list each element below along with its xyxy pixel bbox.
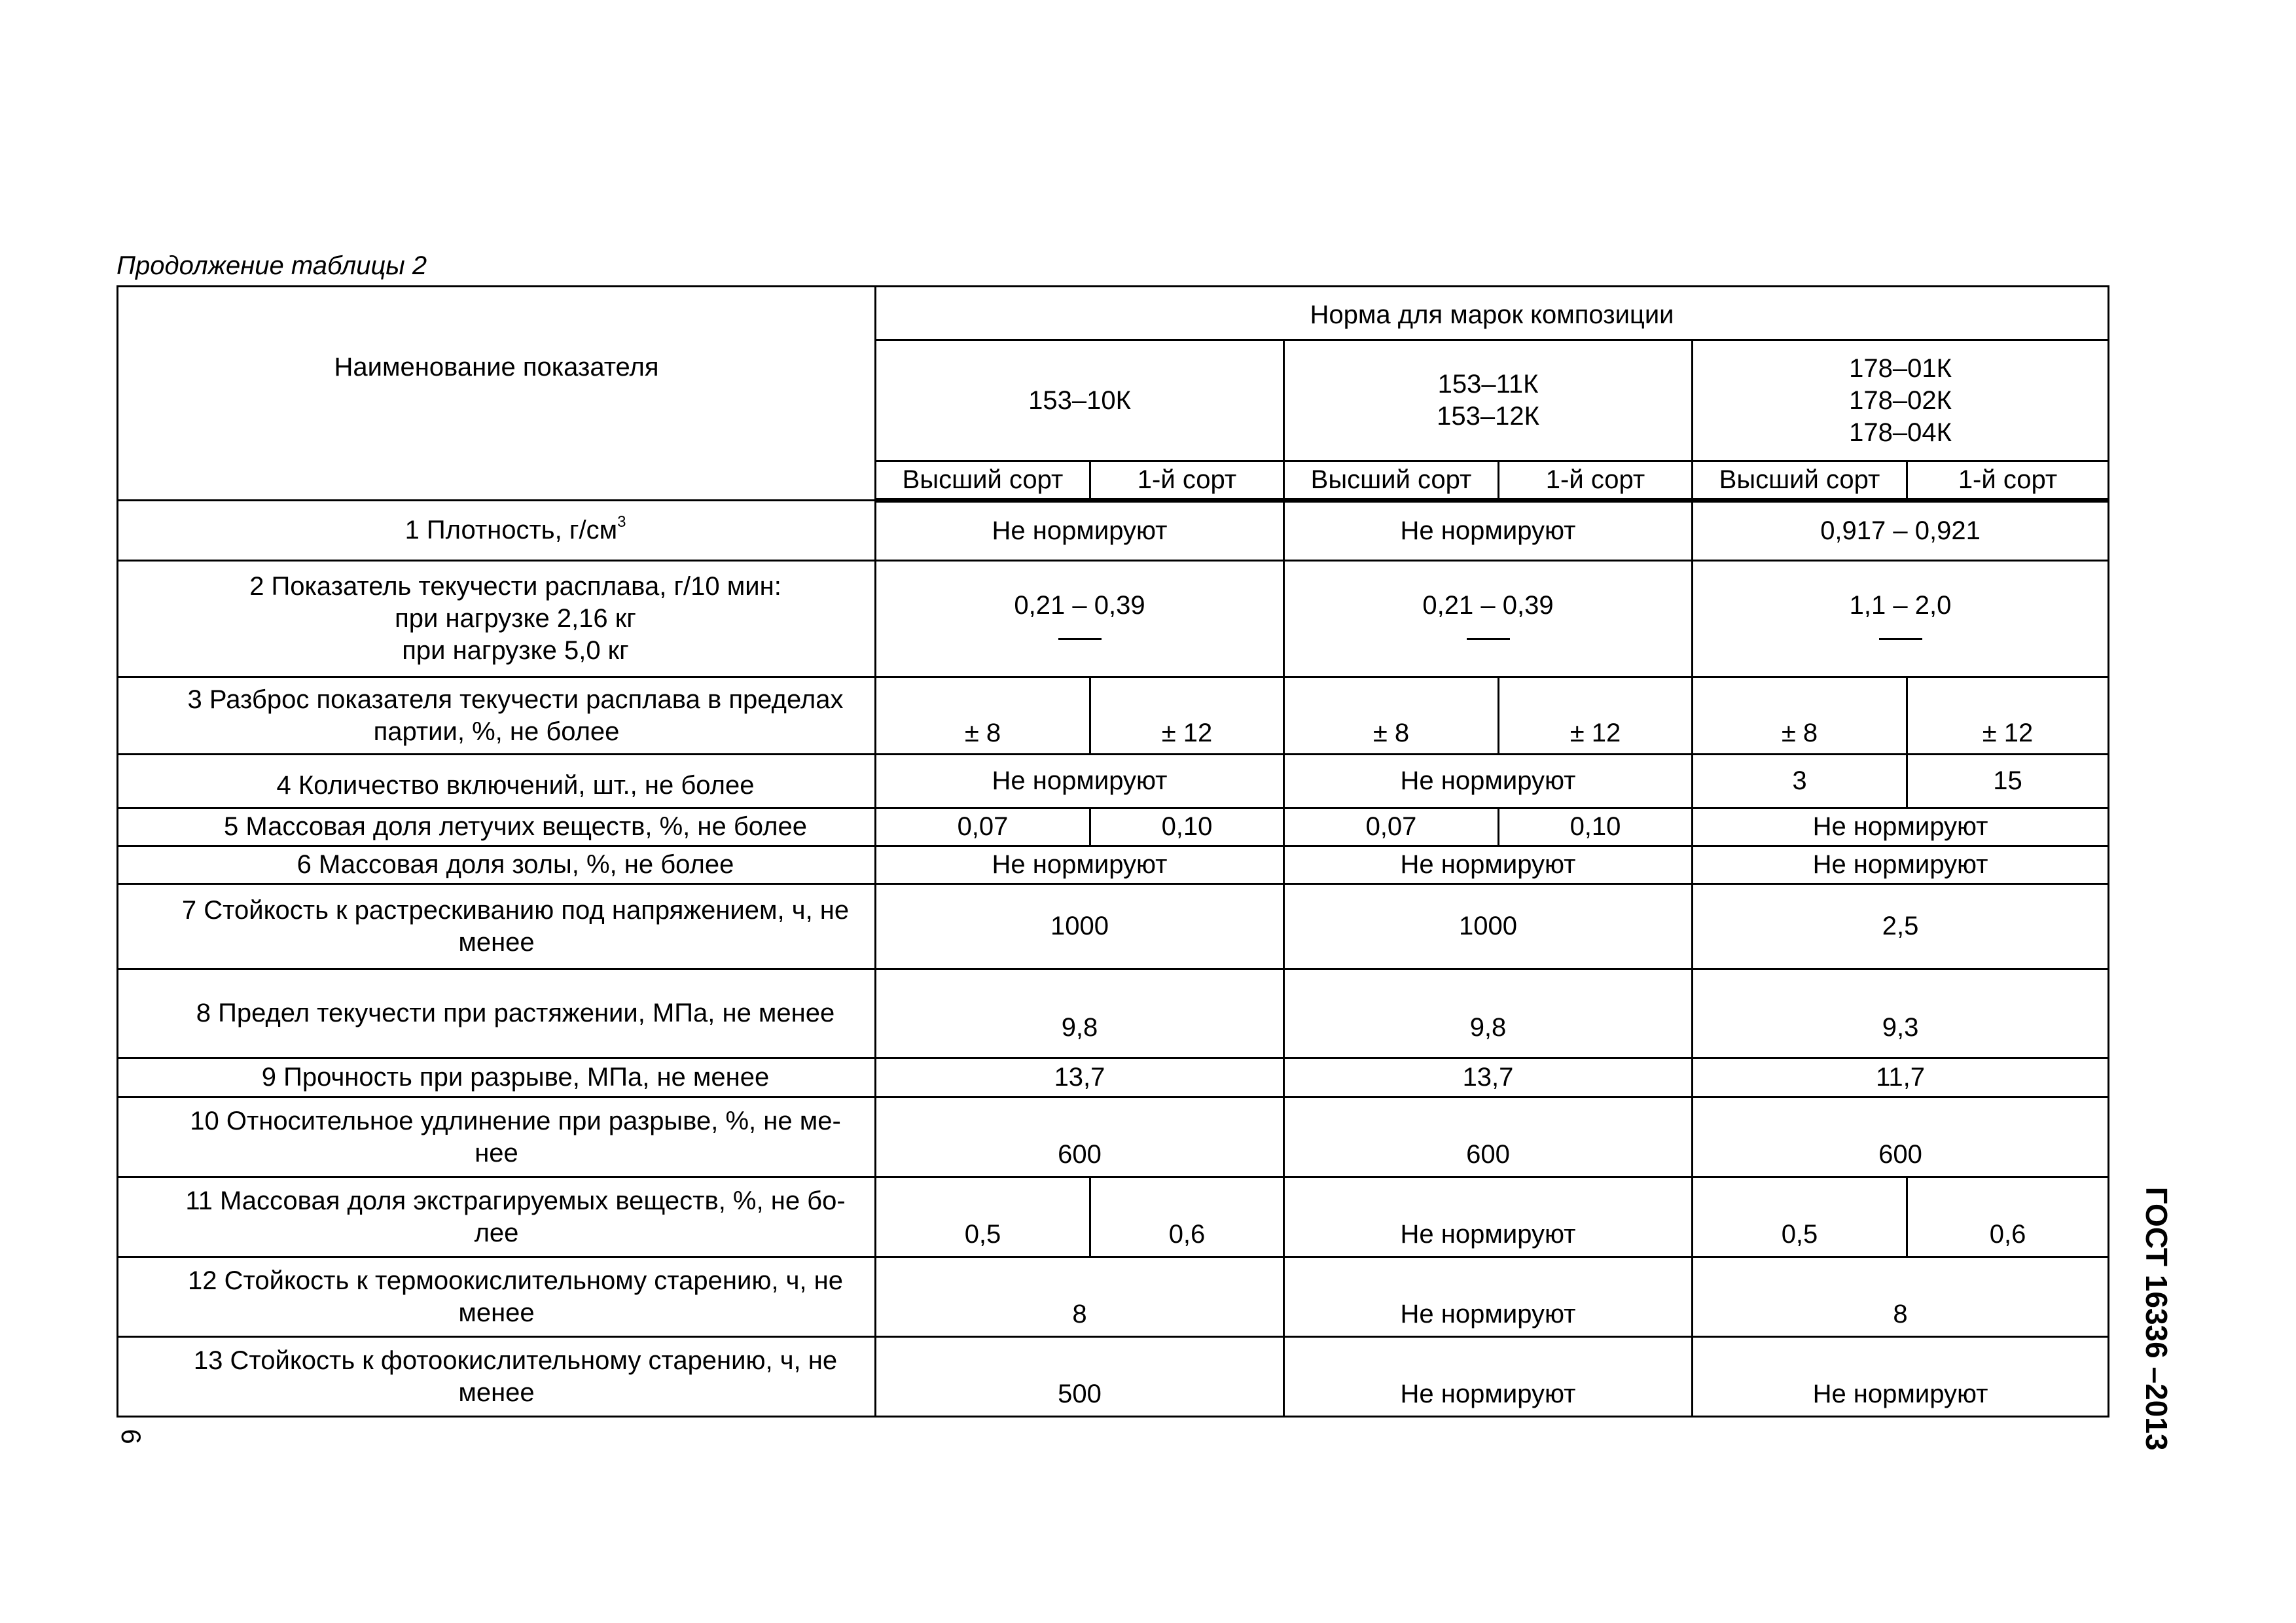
- row-name: [118, 1337, 876, 1417]
- row-9-label: 9 Прочность при разрыве, МПа, не менее: [261, 1063, 770, 1092]
- group-3-grade-c: 178–04К: [1849, 418, 1952, 447]
- table-row: [118, 1337, 2109, 1417]
- grade-high: Высший сорт: [1693, 461, 1907, 501]
- cell: 600: [1693, 1097, 2109, 1177]
- cell: ± 8: [1284, 677, 1499, 755]
- cell: Не нормируют: [1693, 1337, 2109, 1417]
- cell: Не нормируют: [1284, 1177, 1693, 1257]
- row-2-sub-a: при нагрузке 2,16 кг: [395, 604, 636, 633]
- cell-value: 0,21 – 0,39: [1014, 591, 1145, 620]
- group-2-grade-a: 153–11К: [1437, 370, 1539, 399]
- cell: 9,8: [1284, 969, 1693, 1058]
- cell: Не нормируют: [1284, 1337, 1693, 1417]
- header-group-3: [1693, 340, 2109, 461]
- cell: 2,5: [1693, 884, 2109, 969]
- dash: [1879, 638, 1922, 640]
- grade-first: 1-й сорт: [1090, 461, 1284, 501]
- cell: 0,917 – 0,921: [1693, 501, 2109, 561]
- cell: 0,10: [1499, 808, 1693, 846]
- row-12-label: 12 Стойкость к термоокислительному старению, ч, не: [188, 1266, 843, 1295]
- cell-value: 0,21 – 0,39: [1422, 591, 1554, 620]
- grade-first: 1-й сорт: [1499, 461, 1693, 501]
- row-name: [118, 1097, 876, 1177]
- row-name: [118, 846, 876, 884]
- row-2-sub-b: при нагрузке 5,0 кг: [402, 636, 629, 665]
- table-row: [118, 755, 2109, 808]
- table-row: [118, 969, 2109, 1058]
- row-name: [118, 1177, 876, 1257]
- cell: Не нормируют: [1284, 755, 1693, 808]
- header-name-col: Наименование показателя: [118, 287, 876, 501]
- row-10-label: 10 Относительное удлинение при разрыве, %, не ме-: [190, 1106, 841, 1135]
- cell-value: 1,1 – 2,0: [1849, 591, 1952, 620]
- row-12-label-cont: менее: [458, 1298, 535, 1327]
- superscript: 3: [617, 513, 626, 531]
- cell: 0,07: [1284, 808, 1499, 846]
- cell: 500: [876, 1337, 1284, 1417]
- row-13-label: 13 Стойкость к фотоокислительному старению, ч, не: [193, 1346, 838, 1375]
- row-7-label-cont: менее: [458, 927, 535, 957]
- standard-designation-text: ГОСТ 16336 –2013: [2140, 1186, 2174, 1451]
- row-name: [118, 884, 876, 969]
- table-row: [118, 1257, 2109, 1337]
- page-number-text: 6: [116, 1429, 147, 1444]
- cell: Не нормируют: [1693, 846, 2109, 884]
- cell: Не нормируют: [1284, 1257, 1693, 1337]
- cell: 0,6: [1907, 1177, 2109, 1257]
- dash: [1467, 638, 1510, 640]
- cell: 9,3: [1693, 969, 2109, 1058]
- cell: 1000: [1284, 884, 1693, 969]
- table-row: [118, 1097, 2109, 1177]
- cell: Не нормируют: [876, 501, 1284, 561]
- table-row: [118, 1058, 2109, 1097]
- row-5-label: 5 Массовая доля летучих веществ, %, не более: [224, 812, 807, 841]
- cell: 0,5: [1693, 1177, 1907, 1257]
- cell: 8: [876, 1257, 1284, 1337]
- row-2-label: 2 Показатель текучести расплава, г/10 мин:: [249, 572, 781, 601]
- standard-designation: [2137, 1186, 2176, 1451]
- dash: [1058, 638, 1102, 640]
- cell: 8: [1693, 1257, 2109, 1337]
- row-7-label: 7 Стойкость к растрескиванию под напряжением, ч, не: [181, 895, 850, 925]
- row-11-label-cont: лее: [474, 1218, 519, 1247]
- cell: 13,7: [1284, 1058, 1693, 1097]
- cell: ± 12: [1907, 677, 2109, 755]
- cell: [876, 561, 1284, 677]
- row-4-label: 4 Количество включений, шт., не более: [276, 771, 755, 800]
- cell: Не нормируют: [876, 846, 1284, 884]
- row-name: [118, 501, 876, 561]
- group-3-grade-b: 178–02К: [1849, 385, 1952, 415]
- cell: Не нормируют: [1284, 846, 1693, 884]
- cell: 600: [1284, 1097, 1693, 1177]
- cell: [1284, 561, 1693, 677]
- cell: 600: [876, 1097, 1284, 1177]
- cell: [1693, 561, 2109, 677]
- table-row: [118, 808, 2109, 846]
- row-3-label: 3 Разброс показателя текучести расплава в пределах: [187, 685, 844, 714]
- row-name: [118, 755, 876, 808]
- row-name: [118, 1257, 876, 1337]
- table-row: [118, 1177, 2109, 1257]
- row-3-label-cont: партии, %, не более: [373, 717, 620, 746]
- row-8-label: 8 Предел текучести при растяжении, МПа, не менее: [196, 999, 835, 1027]
- cell: 3: [1693, 755, 1907, 808]
- row-name: [118, 561, 876, 677]
- row-11-label: 11 Массовая доля экстрагируемых веществ, %, не бо-: [185, 1186, 846, 1215]
- cell: Не нормируют: [1284, 501, 1693, 561]
- row-name: [118, 1058, 876, 1097]
- cell: ± 12: [1499, 677, 1693, 755]
- cell: 13,7: [876, 1058, 1284, 1097]
- table-caption: Продолжение таблицы 2: [117, 251, 427, 280]
- row-name: [118, 969, 876, 1058]
- table-row: [118, 501, 2109, 561]
- cell: 9,8: [876, 969, 1284, 1058]
- header-group-1: [876, 340, 1284, 461]
- row-6-label: 6 Массовая доля золы, %, не более: [296, 850, 734, 879]
- cell: 0,6: [1090, 1177, 1284, 1257]
- cell: 0,07: [876, 808, 1090, 846]
- row-name: [118, 677, 876, 755]
- cell: 0,10: [1090, 808, 1284, 846]
- cell: Не нормируют: [1693, 808, 2109, 846]
- row-name: [118, 808, 876, 846]
- group-1-grade: 153–10К: [1028, 385, 1131, 415]
- table-row: [118, 884, 2109, 969]
- grade-high: Высший сорт: [876, 461, 1090, 501]
- group-3-grade-a: 178–01К: [1849, 353, 1952, 383]
- cell: 1000: [876, 884, 1284, 969]
- table-row: [118, 561, 2109, 677]
- row-1-label: 1 Плотность, г/см: [404, 516, 618, 544]
- grade-first: 1-й сорт: [1907, 461, 2109, 501]
- header-group-2: [1284, 340, 1693, 461]
- table-row: [118, 677, 2109, 755]
- group-2-grade-b: 153–12К: [1437, 402, 1539, 431]
- cell: ± 8: [1693, 677, 1907, 755]
- row-10-label-cont: нее: [475, 1138, 518, 1168]
- cell: Не нормируют: [876, 755, 1284, 808]
- table-row: [118, 846, 2109, 884]
- row-13-label-cont: менее: [458, 1378, 535, 1407]
- header-row: [118, 287, 2109, 340]
- cell: ± 8: [876, 677, 1090, 755]
- header-norm: Норма для марок композиции: [876, 287, 2109, 340]
- page-number: [116, 1423, 147, 1450]
- cell: 0,5: [876, 1177, 1090, 1257]
- cell: 11,7: [1693, 1058, 2109, 1097]
- cell: ± 12: [1090, 677, 1284, 755]
- grade-high: Высший сорт: [1284, 461, 1499, 501]
- cell: 15: [1907, 755, 2109, 808]
- properties-table: [117, 285, 2109, 1418]
